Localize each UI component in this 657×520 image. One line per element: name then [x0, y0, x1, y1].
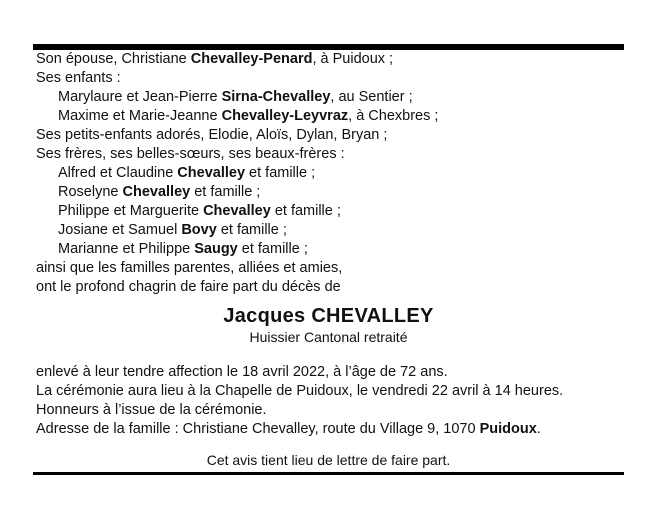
bottom-rule [33, 472, 624, 475]
deceased-title: Huissier Cantonal retraité [249, 329, 408, 345]
deceased-block [0, 304, 657, 347]
family-line-child-2: Maxime et Marie-Jeanne Chevalley-Leyvraz, à Chexbres ; [58, 108, 439, 124]
family-line-child-1: Marylaure et Jean-Pierre Sirna-Chevalley, au Sentier ; [58, 89, 413, 105]
details-line-honors: Honneurs à l’issue de la cérémonie. [36, 402, 267, 418]
family-line-announcement: ont le profond chagrin de faire part du décès de [36, 279, 341, 295]
details-line-ceremony: La cérémonie aura lieu à la Chapelle de Puidoux, le vendredi 22 avril à 14 heures. [36, 383, 564, 399]
ceremony-paragraph [36, 363, 563, 439]
family-line-sibling-5: Marianne et Philippe Saugy et famille ; [58, 241, 308, 257]
family-line-sibling-4: Josiane et Samuel Bovy et famille ; [58, 222, 287, 238]
deceased-name: Jacques CHEVALLEY [223, 305, 434, 327]
family-line-sibling-2: Roselyne Chevalley et famille ; [58, 184, 261, 200]
family-line-spouse: Son épouse, Christiane Chevalley-Penard, à Puidoux ; [36, 51, 394, 67]
family-paragraph [36, 50, 438, 297]
details-line-death: enlevé à leur tendre affection le 18 avril 2022, à l’âge de 72 ans. [36, 364, 448, 380]
family-line-siblings-header: Ses frères, ses belles-sœurs, ses beaux-frères : [36, 146, 345, 162]
closing-line: Cet avis tient lieu de lettre de faire part. [206, 452, 451, 468]
family-line-sibling-3: Philippe et Marguerite Chevalley et famille ; [58, 203, 341, 219]
family-line-sibling-1: Alfred et Claudine Chevalley et famille ; [58, 165, 316, 181]
details-line-address: Adresse de la famille : Christiane Chevalley, route du Village 9, 1070 Puidoux. [36, 421, 541, 437]
family-line-children-header: Ses enfants : [36, 70, 121, 86]
family-line-related-families: ainsi que les familles parentes, alliées et amies, [36, 260, 343, 276]
family-line-grandchildren: Ses petits-enfants adorés, Elodie, Aloïs, Dylan, Bryan ; [36, 127, 388, 143]
